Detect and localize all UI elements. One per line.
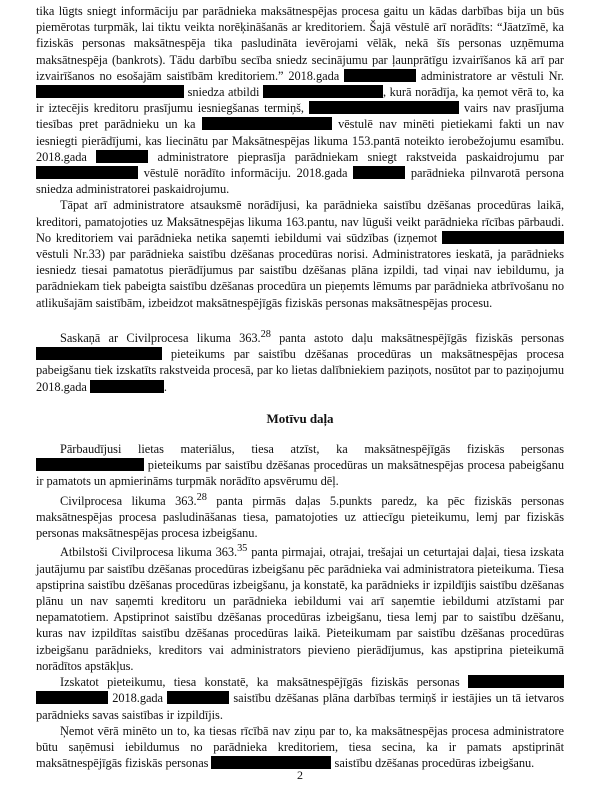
redaction-block	[36, 691, 108, 704]
superscript: 28	[260, 328, 271, 340]
paragraph-5: Civilprocesa likuma 363.28 panta pirmās daļas 5.punkts paredz, ka pēc fiziskās personas maksātnespējas procesa pasludināšanas tiesa, pamatojoties uz attiecīgu pieteikumu, lemj par fiziskās personas maksātnespējas procesa izbeigšanu.	[36, 491, 565, 541]
redaction-block	[36, 166, 138, 179]
redaction-block	[344, 69, 416, 82]
redaction-block	[36, 458, 144, 471]
redaction-block	[36, 85, 184, 98]
section-heading: Motīvu daļa	[266, 410, 334, 426]
paragraph-8: Ņemot vērā minēto un to, ka tiesas rīcībā nav ziņu par to, ka maksātnespējas procesa administratore būtu saņēmusi iebildumus no parādnieka kreditoriem, tiesa secina, ka ir pamats apstiprināt maksātnespējīgās fiziskās personas saistību dzēšanas procedūras izbeigšanu.	[36, 723, 564, 771]
page-number: 2	[297, 768, 303, 782]
paragraph-2: Tāpat arī administratore atsauksmē norādījusi, ka parādnieka saistību dzēšanas procedūras laikā, kreditori, pamatojoties uz Maksātnespējas likuma 163.pantu, nav lūguši veikt parādnieka rīcības pārbaudi. No kreditoriem vai parādnieka netika saņemti iebildumi vai sūdzības (izņemot vēstuli Nr.33) par parādnieka saistību dzēšanas procedūras norisi. Administratores ieskatā, ja parādnieks iesniedz tiesai pamatotus pierādījumus par saistību dzēšanas plāna izpildi, tad viņai nav iebildumu, ja parādniekam tiek pabeigta saistību dzēšanas procedūra un pieņemts lēmums par parādnieka atbrīvošanu no atlikušajām saistībām, izbeidzot maksātnespējīgās fiziskās personas maksātnespējas procesu.	[36, 198, 564, 310]
redaction-block	[263, 85, 383, 98]
redaction-block	[442, 231, 564, 244]
redaction-block	[90, 380, 164, 393]
superscript: 28	[196, 491, 207, 503]
redaction-block	[309, 101, 459, 114]
superscript: 35	[237, 543, 248, 555]
paragraph-1: tika lūgts sniegt informāciju par parādnieka maksātnespējas procesa gaitu un kādas darbības bija un būs piemērotas turpmāk, lai tiktu veikta norēķināšanās ar kreditoriem. Šajā vēstulē arī norādīts: “Jāatzīmē, ka fiziskās personas maksātnespēja tika pasludināta ievērojami vēlāk, nekā šīs personas uzņēmuma maksātnespēja (bankrots). Tādu darbību secība sniedz secinājumu par ļaunprātīgu izvairīšanos kā arī par izvairīšanos no esošajām saistībām kreditoriem.” 2018.gada administratore ar vēstuli Nr. sniedza atbildi , kurā norādīja, ka ņemot vērā to, ka ir iztecējis kreditoru prasījumu iesniegšanas termiņš, vairs nav prasījuma tiesības pret parādnieku un ka vēstulē nav minēti pietiekami fakti un nav iesniegti pierādījumi, kas liecinātu par Maksātnespējas likuma 153.pantā noteikto ierobežojumu esamību. 2018.gada administratore pieprasīja parādniekam sniegt rakstveida paskaidrojumu par vēstulē norādīto informāciju. 2018.gada parādnieka pilnvarotā persona sniedza administratorei paskaidrojumu.	[36, 4, 564, 197]
redaction-block	[36, 347, 162, 360]
paragraph-4: Pārbaudījusi lietas materiālus, tiesa atzīst, ka maksātnespējīgās fiziskās personas pieteikums par saistību dzēšanas procedūras un maksātnespējas procesa pabeigšanu ir pamatots un apmierināms turpmāk norādīto apsvērumu dēļ.	[36, 442, 564, 489]
paragraph-6: Atbilstoši Civilprocesa likuma 363.35 panta pirmajai, otrajai, trešajai un ceturtajai daļai, tiesa izskata jautājumu par saistību dzēšanas procedūras izbeigšanu pēc parādnieka vai administratora pieteikuma. Tiesa apstiprina saistību dzēšanas procedūras izbeigšanu, ja konstatē, ka parādnieks ir izpildījis saistību dzēšanas plānu un nav saņemti kreditoru un parādnieka iebildumi vai arī saņemtie iebildumi atzīstami par nepamatotiem. Apstiprinot saistību dzēšanas procedūras izbeigšanu, tiesa lemj par to saistību dzēšanu, kuras nav izpildītas saistību dzēšanas procedūras laikā. Pieteikumam par saistību dzēšanas procedūras izbeigšanu parādnieks, kreditors vai administrators pievieno pierādījumus, kas apstiprina pieteikumā norādītos apstākļus.	[36, 543, 564, 673]
redaction-block	[202, 117, 332, 130]
body-text	[36, 3, 564, 771]
redaction-block	[353, 166, 405, 179]
redaction-block	[96, 150, 148, 163]
redaction-block	[167, 691, 229, 704]
redaction-block	[468, 675, 564, 688]
paragraph-3: Saskaņā ar Civilprocesa likuma 363.28 panta astoto daļu maksātnespējīgās fiziskās personas pieteikums par saistību dzēšanas procedūras un maksātnespējas procesa pabeigšanu tiek izskatīts rakstveida procesā, par ko lietas dalībniekiem paziņots, nosūtot par to paziņojumu 2018.gada .	[36, 328, 564, 394]
paragraph-7: Izskatot pieteikumu, tiesa konstatē, ka maksātnespējīgās fiziskās personas 2018.gada saistību dzēšanas plāna darbības termiņš ir iestājies un tā ietvaros parādnieks savas saistības ir izpildījis.	[36, 675, 564, 722]
